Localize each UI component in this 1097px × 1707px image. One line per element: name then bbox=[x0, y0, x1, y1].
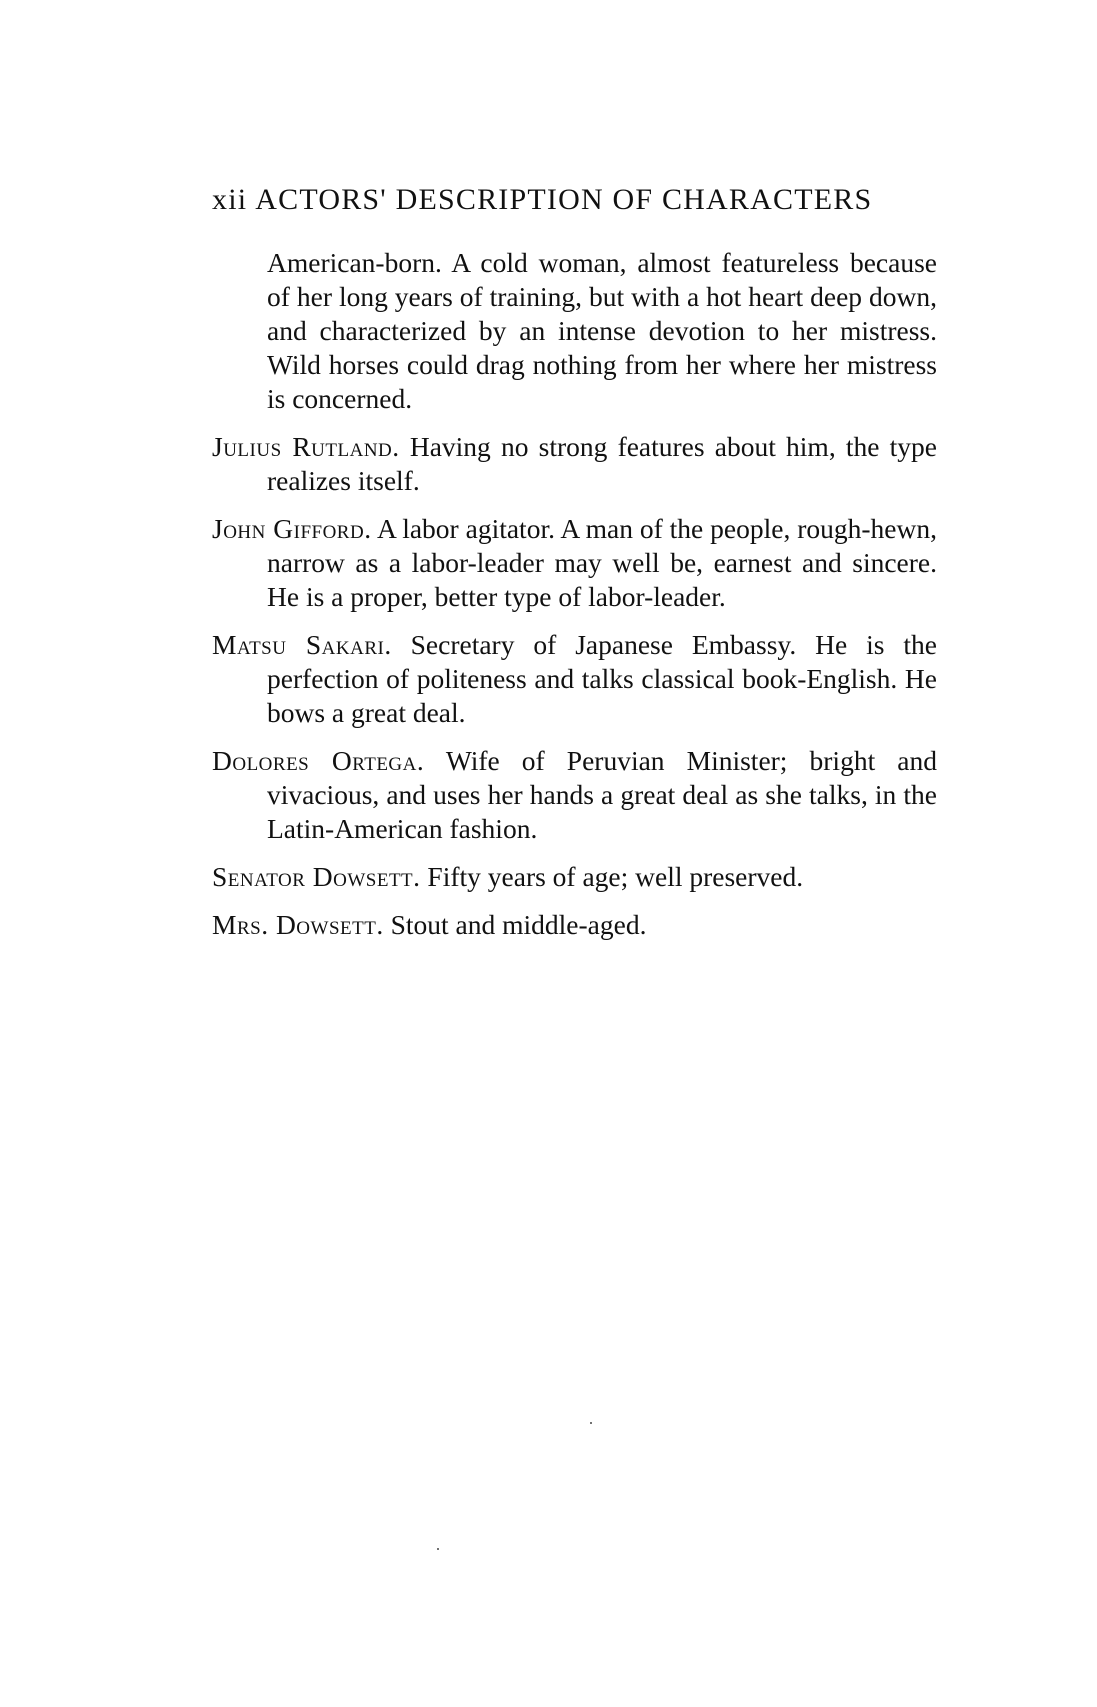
running-header bbox=[212, 182, 937, 218]
character-descriptions bbox=[212, 246, 937, 956]
character-entry bbox=[212, 744, 937, 846]
description-text: Stout and middle-aged. bbox=[390, 909, 647, 940]
character-name: Mrs. Dowsett. bbox=[212, 909, 384, 940]
description-text: American-born. A cold woman, almost featureless because of her long years of training, but with a hot heart deep down, and characterized by an intense devotion to her mistress. Wild horses could drag nothing from her where her mistress is concerned. bbox=[267, 247, 937, 414]
running-title: ACTORS' DESCRIPTION OF CHARACTERS bbox=[255, 183, 873, 216]
character-entry bbox=[212, 908, 937, 942]
character-entry bbox=[212, 512, 937, 614]
description-text: Having no strong features about him, the type realizes itself. bbox=[267, 431, 937, 496]
character-name: Senator Dowsett. bbox=[212, 861, 421, 892]
character-entry bbox=[212, 628, 937, 730]
description-text: Wife of Peruvian Minister; bright and vivacious, and uses her hands a great deal as she talks, in the Latin-American fashion. bbox=[267, 745, 937, 844]
description-paragraph bbox=[212, 246, 937, 416]
character-entry bbox=[212, 860, 937, 894]
page-number: xii bbox=[212, 183, 248, 216]
description-text: Fifty years of age; well preserved. bbox=[427, 861, 804, 892]
description-text: Secretary of Japanese Embassy. He is the perfection of politeness and talks classical book-English. He bows a great deal. bbox=[267, 629, 937, 728]
character-name: Dolores Ortega. bbox=[212, 745, 425, 776]
character-entry bbox=[212, 430, 937, 498]
character-name: Matsu Sakari. bbox=[212, 629, 392, 660]
character-name: Julius Rutland. bbox=[212, 431, 400, 462]
ink-speck bbox=[437, 1548, 439, 1550]
character-name: John Gifford. bbox=[212, 513, 372, 544]
description-text: A labor agitator. A man of the people, rough-hewn, narrow as a labor-leader may well be, earnest and sincere. He is a proper, better type of labor-leader. bbox=[267, 513, 937, 612]
ink-speck bbox=[590, 1422, 592, 1424]
